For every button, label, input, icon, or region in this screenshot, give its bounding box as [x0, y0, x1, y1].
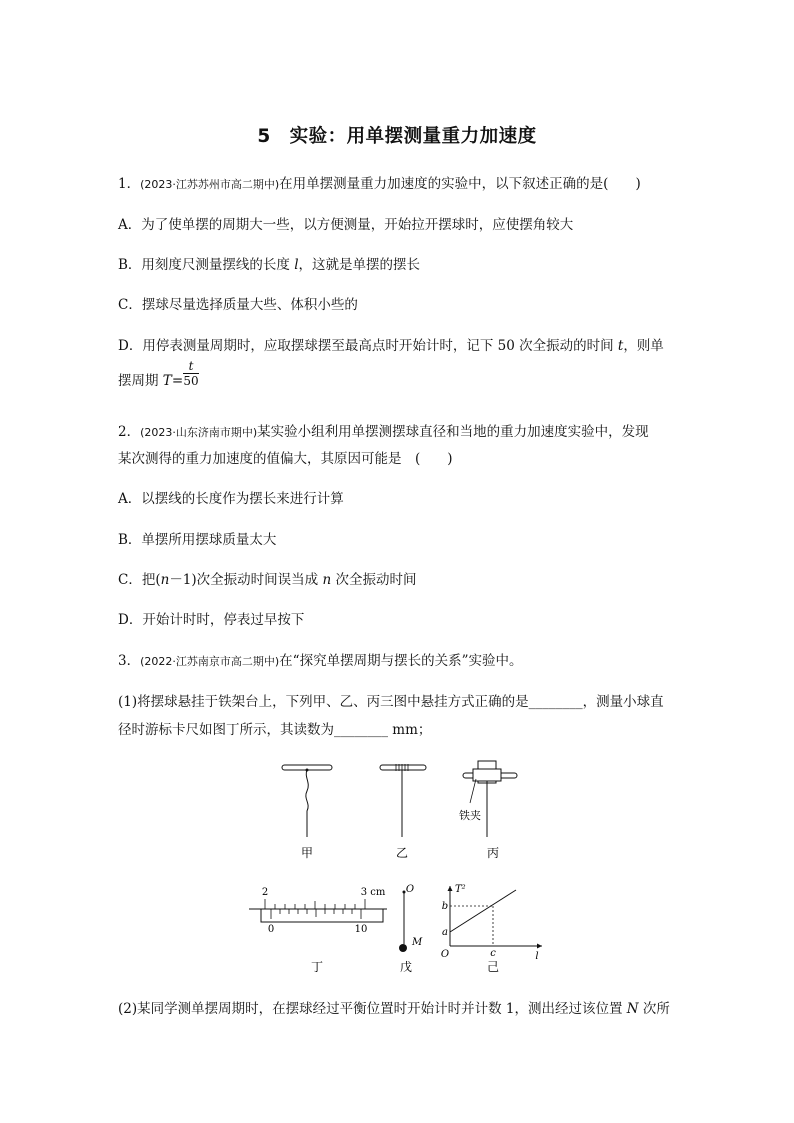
caliper-label-3cm: 3 cm [360, 887, 386, 898]
q1-option-d [118, 334, 664, 354]
option-text: ，这就是单摆的摆长 [298, 257, 421, 273]
variable: T [162, 373, 172, 389]
question-text: 某实验小组利用单摆测摆球直径和当地的重力加速度实验中，发现 [257, 424, 649, 440]
q1-option-c: C．摆球尽量选择质量大些、体积小些的 [118, 297, 358, 313]
variable: t [617, 338, 624, 354]
option-text: C．把( [118, 572, 161, 588]
option-text: 摆周期 [118, 373, 163, 389]
figure-yi-label: 乙 [395, 846, 409, 860]
pendulum-figure [392, 880, 432, 975]
option-text: B．用刻度尺测量摆线的长度 [118, 257, 295, 273]
question-2-stem-line2: 某次测得的重力加速度的值偏大，其原因可能是 ( ) [118, 451, 453, 467]
question-1-stem [118, 172, 641, 192]
axis-label-t2: T² [455, 884, 466, 895]
q1-option-d-line2 [118, 369, 183, 389]
pendulum-bob [399, 944, 407, 952]
question-number: 1． [118, 176, 141, 192]
fraction-denominator: 50 [183, 374, 199, 388]
question-text: 在“探究单摆周期与摆长的关系”实验中。 [279, 653, 523, 669]
question-text: (2)某同学测单摆周期时，在摆球经过平衡位置时开始计时并计数 1，测出经过该位置 [118, 1001, 627, 1017]
fraction-t-over-50 [183, 360, 199, 389]
question-source: (2022·江苏南京市高二期中) [140, 655, 280, 668]
question-3-stem [118, 649, 522, 669]
question-text: 在用单摆测量重力加速度的实验中，以下叙述正确的是( ) [279, 176, 641, 192]
figure-bing [459, 761, 517, 860]
q1-option-b [118, 253, 420, 273]
axis-label-a: a [442, 927, 448, 938]
t2-l-graph [438, 882, 548, 977]
axis-label-l: l [535, 951, 539, 962]
variable: n [322, 572, 332, 588]
question-source: (2023·江苏苏州市高二期中) [140, 178, 280, 191]
caliper-label-10: 10 [354, 924, 368, 935]
question-text: 次所 [638, 1001, 670, 1017]
origin-label-o: O [440, 949, 450, 960]
q3-part2-line1 [118, 997, 670, 1017]
figure-wu-label: 戊 [399, 960, 413, 974]
question-number: 2． [118, 424, 141, 440]
page-title: 5 实验：用单摆测量重力加速度 [257, 126, 537, 147]
figure-ji-label: 己 [486, 960, 500, 974]
option-text: ，则单 [623, 338, 664, 354]
q2-option-b: B．单摆所用摆球质量太大 [118, 532, 277, 548]
figure-bing-label: 丙 [486, 846, 500, 860]
caliper-label-2: 2 [261, 887, 269, 898]
figure-jia-label: 甲 [300, 846, 314, 860]
question-source: (2023·山东济南市期中) [140, 426, 258, 439]
q1-option-a: A．为了使单摆的周期大一些，以方便测量，开始拉开摆球时，应使摆角较大 [118, 217, 574, 233]
q2-option-c [118, 568, 416, 588]
equals-sign: = [171, 373, 184, 389]
variable: N [626, 1001, 639, 1017]
variable: l [294, 257, 299, 273]
variable: n [160, 572, 170, 588]
q3-part1-line1: (1)将摆球悬挂于铁架台上，下列甲、乙、丙三图中悬挂方式正确的是________，测量小球直 [118, 694, 664, 710]
pendulum-label-o: O [405, 884, 415, 895]
axis-label-b: b [441, 901, 449, 912]
question-2-stem [118, 420, 649, 440]
figure-yi [380, 764, 426, 860]
option-text: －1)次全振动时间误当成 [169, 572, 323, 588]
iron-clamp-label: 铁夹 [459, 809, 481, 822]
q2-option-a: A．以摆线的长度作为摆长来进行计算 [118, 491, 344, 507]
q3-part1-line2: 径时游标卡尺如图丁所示，其读数为________ mm； [118, 722, 432, 738]
fraction-numerator: t [188, 359, 194, 373]
caliper-label-0: 0 [267, 924, 275, 935]
axis-label-c: c [490, 948, 496, 959]
option-text: D．用停表测量周期时，应取摆球摆至最高点时开始计时，记下 50 次全振动的时间 [118, 338, 618, 354]
vernier-caliper-figure [245, 885, 395, 975]
pendulum-label-m: M [412, 937, 423, 948]
suspension-figures [260, 755, 540, 865]
question-number: 3． [118, 653, 141, 669]
figure-jia [282, 765, 332, 860]
figure-ding-label: 丁 [310, 960, 324, 974]
option-text: 次全振动时间 [331, 572, 417, 588]
q2-option-d: D．开始计时时，停表过早按下 [118, 612, 305, 628]
